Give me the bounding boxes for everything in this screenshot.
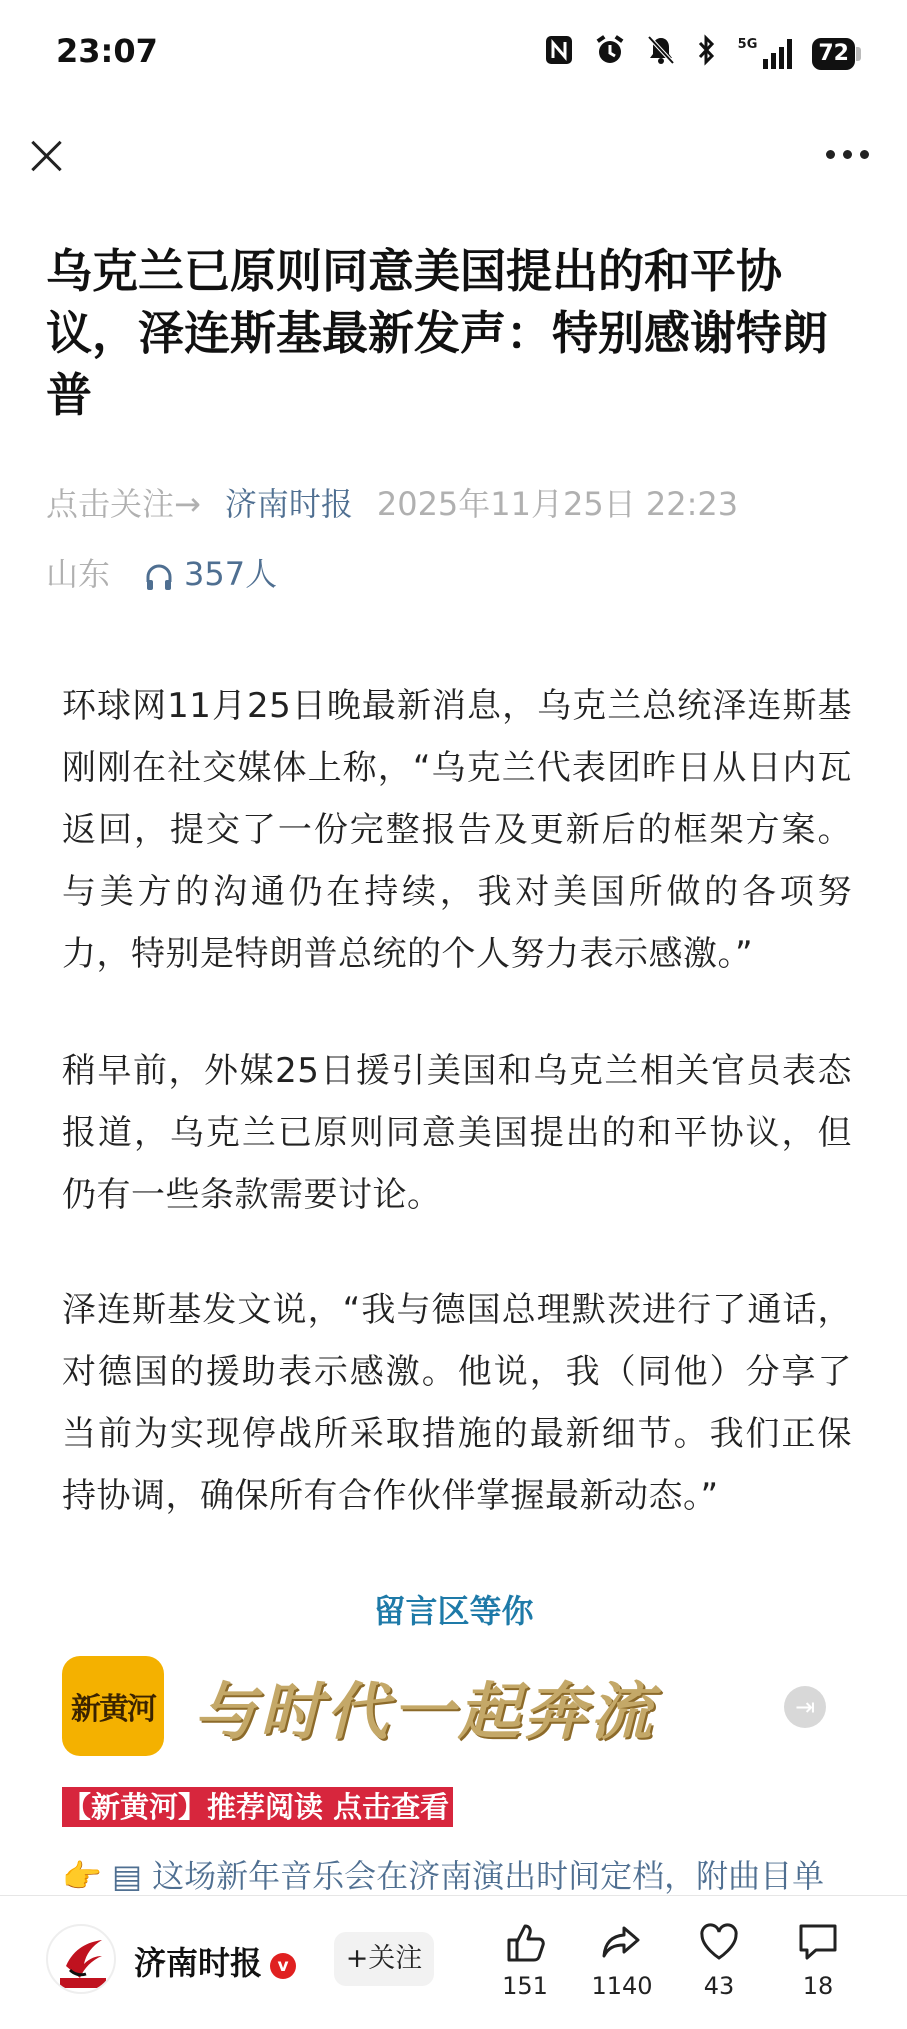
recommended-article[interactable]	[62, 1856, 852, 1896]
share-icon	[600, 1920, 644, 1964]
source-link[interactable]: 济南时报	[224, 485, 353, 523]
article-paragraph: 泽连斯基发文说，“我与德国总理默茨进行了通话，对德国的援助表示感激。他说，我（同他）分享了当前为实现停战所采取措施的最新细节。我们正保持协调，确保所有合作伙伴掌握最新动态。”	[62, 1290, 852, 1516]
xinhuanghe-logo: 新黄河	[62, 1656, 164, 1756]
banner-slogan: 与时代一起奔流	[194, 1674, 657, 1748]
bottom-source-label: 济南时报	[134, 1944, 263, 1982]
alarm-icon	[594, 34, 626, 74]
exit-icon[interactable]: ⇥	[784, 1686, 826, 1728]
pointing-hand-icon: 👉	[62, 1857, 102, 1895]
status-time: 23:07	[56, 32, 158, 70]
close-icon[interactable]	[26, 136, 66, 176]
recommended-article-title: 这场新年音乐会在济南演出时间定档，附曲目单	[152, 1857, 825, 1895]
bottom-action-bar	[0, 1895, 907, 2029]
article-meta-secondary	[46, 552, 277, 596]
status-icons	[544, 34, 855, 74]
promo-banner[interactable]	[62, 1656, 826, 1756]
bluetooth-icon	[696, 34, 718, 74]
nfc-icon	[544, 34, 574, 74]
verified-icon: v	[270, 1953, 296, 1979]
recommend-link[interactable]: 【新黄河】推荐阅读 点击查看	[62, 1787, 453, 1827]
comment-cta[interactable]: 留言区等你	[373, 1592, 534, 1630]
heart-icon	[697, 1920, 741, 1964]
follow-button[interactable]: +关注	[334, 1932, 434, 1986]
source-avatar[interactable]	[46, 1924, 116, 1994]
like-count: 151	[502, 1972, 548, 2000]
like-button[interactable]	[480, 1920, 570, 2000]
document-icon: ▤	[111, 1857, 143, 1895]
listener-count[interactable]: 357人	[184, 555, 278, 593]
headphones-icon[interactable]	[144, 559, 174, 589]
comment-button[interactable]	[773, 1920, 863, 2000]
network-type: 5G	[737, 36, 758, 52]
follow-hint[interactable]: 点击关注→	[46, 485, 201, 523]
more-icon[interactable]	[826, 150, 869, 159]
article-paragraph: 环球网11月25日晚最新消息，乌克兰总统泽连斯基刚刚在社交媒体上称，“乌克兰代表团昨日从日内瓦返回，提交了一份完整报告及更新后的框架方案。与美方的沟通仍在持续，我对美国所做的各项努力，特别是特朗普总统的个人努力表示感激。”	[62, 686, 852, 974]
share-button[interactable]	[577, 1920, 667, 2000]
favorite-count: 43	[703, 1972, 735, 2000]
publish-date: 2025年11月25日 22:23	[376, 485, 739, 523]
thumbs-up-icon	[503, 1920, 547, 1964]
comment-icon	[796, 1920, 840, 1964]
favorite-button[interactable]	[674, 1920, 764, 2000]
article-title: 乌克兰已原则同意美国提出的和平协议，泽连斯基最新发声：特别感谢特朗普	[46, 244, 828, 422]
battery-icon: 72	[812, 38, 855, 70]
comment-count: 18	[802, 1972, 834, 2000]
mute-icon	[646, 34, 676, 74]
signal-icon	[763, 39, 792, 69]
region-label: 山东	[46, 555, 111, 593]
status-bar	[0, 0, 907, 110]
bottom-source-name[interactable]	[134, 1938, 296, 1984]
article-paragraph: 稍早前，外媒25日援引美国和乌克兰相关官员表态报道，乌克兰已原则同意美国提出的和平协议，但仍有一些条款需要讨论。	[62, 1051, 852, 1215]
article-meta	[46, 482, 738, 526]
share-count: 1140	[591, 1972, 653, 2000]
